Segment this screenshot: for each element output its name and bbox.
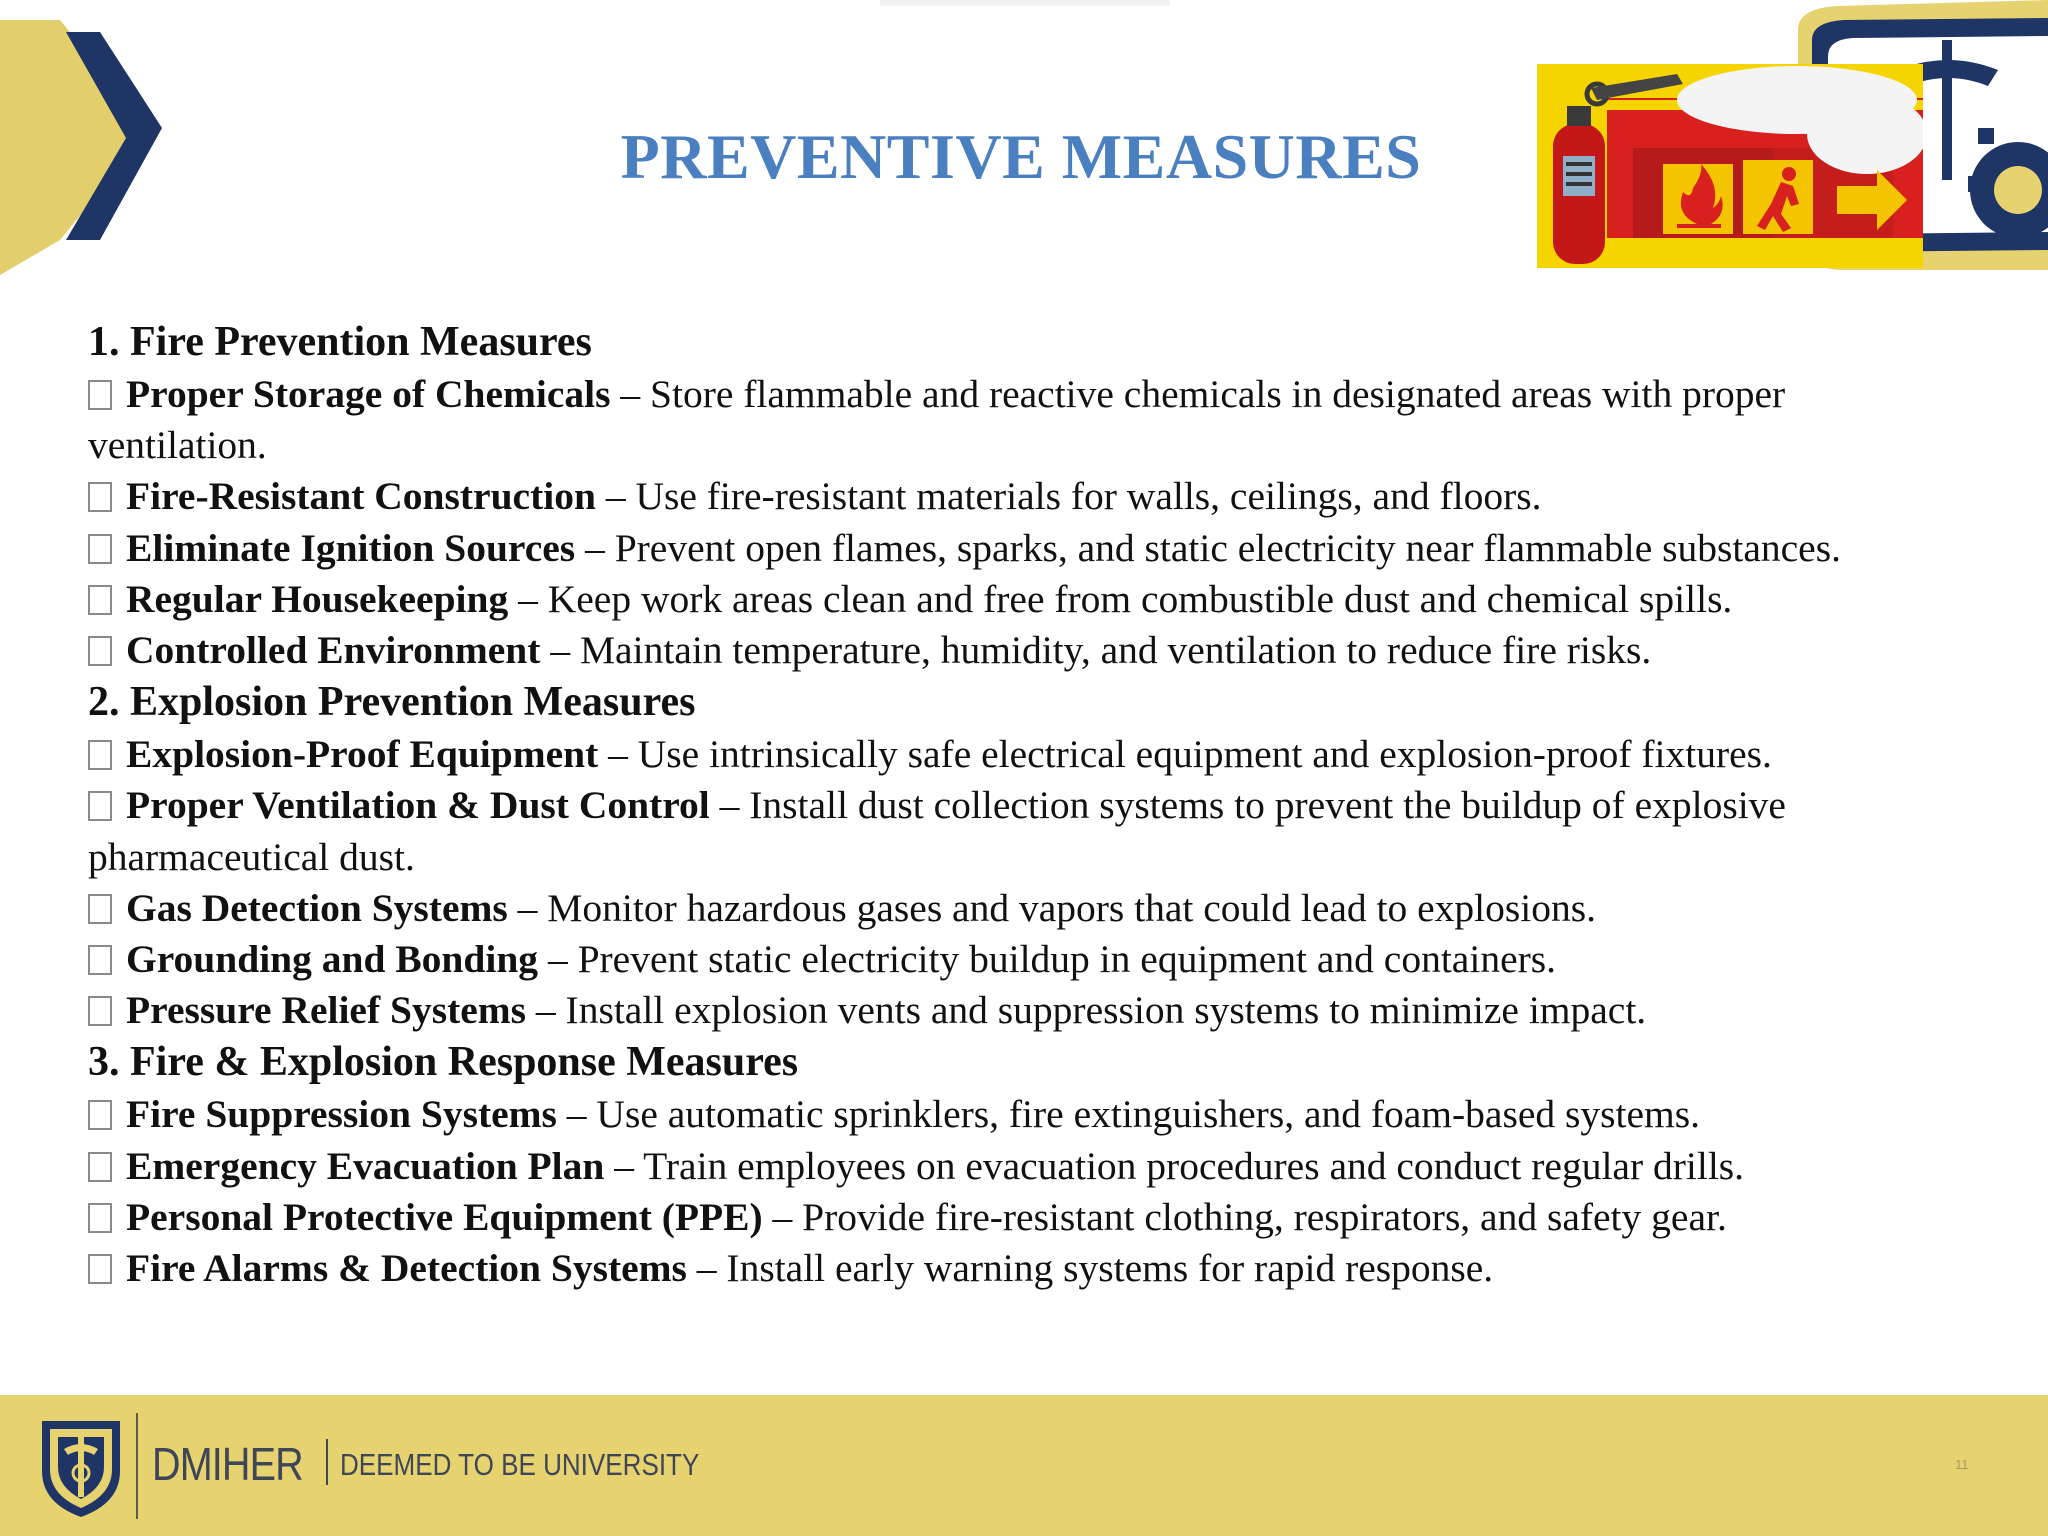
item-text: – Use automatic sprinklers, fire extinguishers, and foam-based systems.: [556, 1092, 1700, 1137]
list-item: [88, 1243, 1968, 1294]
item-term: Eliminate Ignition Sources: [126, 525, 576, 570]
university-name: DMIHER: [152, 1438, 303, 1490]
list-item: [88, 369, 1968, 471]
list-item: [88, 1141, 1968, 1192]
list-item: [88, 1089, 1968, 1140]
item-term: Pressure Relief Systems: [126, 988, 527, 1033]
list-item: [88, 934, 1968, 985]
item-text: – Prevent static electricity buildup in equipment and containers.: [538, 937, 1556, 982]
fire-safety-illustration-icon: [1537, 64, 1923, 268]
item-text: – Maintain temperature, humidity, and ventilation to reduce fire risks.: [540, 628, 1652, 673]
item-text: – Use intrinsically safe electrical equipment and explosion-proof fixtures.: [598, 732, 1772, 777]
checkbox-bullet-icon: [88, 791, 112, 821]
item-text: – Prevent open flames, sparks, and static electricity near flammable substances.: [575, 525, 1841, 570]
checkbox-bullet-icon: [88, 636, 112, 666]
item-text: – Monitor hazardous gases and vapors that could lead to explosions.: [507, 885, 1596, 930]
list-item: [88, 1192, 1968, 1243]
item-term: Fire Alarms & Detection Systems: [126, 1246, 687, 1291]
list-item: [88, 574, 1968, 625]
list-item: [88, 985, 1968, 1036]
item-text: – Install dust collection systems to prevent the buildup of explosive pharmaceutical dust.: [88, 783, 1786, 879]
footer-separator: [326, 1439, 328, 1485]
slide-footer: [0, 1395, 2048, 1536]
page-number: 11: [1955, 1457, 1969, 1472]
item-term: Proper Ventilation & Dust Control: [126, 783, 710, 828]
checkbox-bullet-icon: [88, 380, 112, 410]
section-heading-explosion-prevention: 2. Explosion Prevention Measures: [88, 679, 696, 726]
item-term: Gas Detection Systems: [126, 885, 508, 930]
list-item: [88, 471, 1968, 522]
item-term: Controlled Environment: [126, 628, 541, 673]
item-term: Grounding and Bonding: [126, 937, 539, 982]
checkbox-bullet-icon: [88, 1203, 112, 1233]
item-text: – Install early warning systems for rapid response.: [686, 1246, 1494, 1291]
checkbox-bullet-icon: [88, 585, 112, 615]
checkbox-bullet-icon: [88, 945, 112, 975]
checkbox-bullet-icon: [88, 894, 112, 924]
section-heading-response-measures: 3. Fire & Explosion Response Measures: [88, 1039, 799, 1086]
item-term: Fire Suppression Systems: [126, 1092, 557, 1137]
list-item: [88, 523, 1968, 574]
item-term: Emergency Evacuation Plan: [126, 1143, 605, 1188]
item-text: – Train employees on evacuation procedures and conduct regular drills.: [604, 1143, 1745, 1188]
university-crest-icon: [38, 1415, 124, 1519]
slide-title-text: PREVENTIVE MEASURES: [620, 121, 1422, 192]
item-term: Fire-Resistant Construction: [126, 474, 596, 519]
section-heading-fire-prevention: 1. Fire Prevention Measures: [88, 319, 592, 365]
item-term: Personal Protective Equipment (PPE): [126, 1194, 763, 1239]
item-text: – Install explosion vents and suppression systems to minimize impact.: [526, 988, 1647, 1033]
item-text: – Keep work areas clean and free from combustible dust and chemical spills.: [508, 576, 1733, 621]
item-text: – Provide fire-resistant clothing, respirators, and safety gear.: [762, 1194, 1727, 1239]
checkbox-bullet-icon: [88, 1254, 112, 1284]
decorative-strip: [880, 0, 1170, 6]
list-item: [88, 780, 1968, 882]
item-term: Proper Storage of Chemicals: [126, 372, 611, 416]
list-item: [88, 729, 1968, 780]
item-text: – Store flammable and reactive chemicals in designated areas with proper ventilation.: [88, 372, 1786, 468]
checkbox-bullet-icon: [88, 534, 112, 564]
checkbox-bullet-icon: [88, 1100, 112, 1130]
checkbox-bullet-icon: [88, 740, 112, 770]
checkbox-bullet-icon: [88, 996, 112, 1026]
checkbox-bullet-icon: [88, 1152, 112, 1182]
footer-divider: [136, 1413, 138, 1519]
list-item: [88, 625, 1968, 676]
checkbox-bullet-icon: [88, 482, 112, 512]
slide-body: [88, 316, 1968, 1294]
item-term: Explosion-Proof Equipment: [126, 732, 599, 777]
item-text: – Use fire-resistant materials for walls, ceilings, and floors.: [595, 474, 1542, 519]
item-term: Regular Housekeeping: [126, 576, 509, 621]
university-tagline: DEEMED TO BE UNIVERSITY: [340, 1447, 700, 1482]
list-item: [88, 883, 1968, 934]
